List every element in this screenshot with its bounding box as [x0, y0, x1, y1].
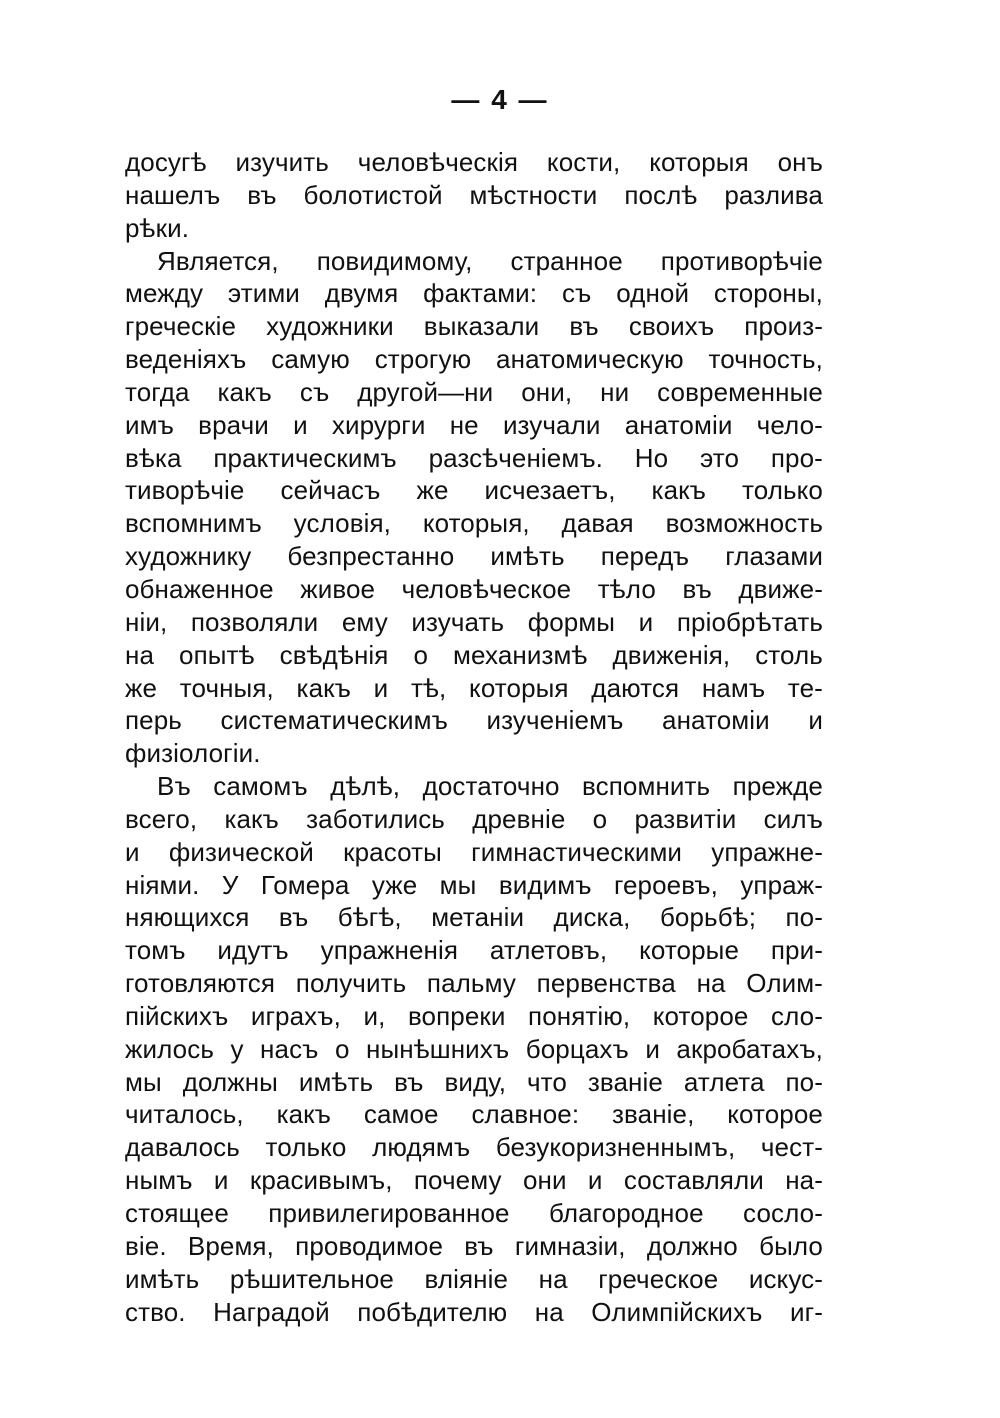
word: ніями.	[125, 869, 200, 900]
word: и	[373, 672, 389, 703]
word: которое	[652, 1000, 749, 1031]
word: играхъ,	[250, 1000, 341, 1031]
word: двумя	[324, 278, 399, 309]
word: бѣгѣ,	[337, 902, 402, 933]
word: болотистой	[303, 179, 443, 210]
text-line	[125, 1164, 823, 1197]
word: съ	[299, 376, 330, 407]
word: точныя,	[179, 672, 274, 703]
word: готовляются	[125, 968, 276, 999]
word: условія,	[293, 508, 391, 539]
word: всего,	[125, 803, 198, 834]
word: имѣть	[490, 541, 565, 572]
word: только	[741, 475, 823, 506]
text-line	[125, 1098, 823, 1131]
word: тѣло	[597, 573, 656, 604]
word: въ	[682, 573, 712, 604]
word: веденіяхъ	[125, 344, 247, 375]
word: движенія,	[612, 639, 731, 670]
word: составляли	[623, 1165, 764, 1196]
word: жилось	[125, 1033, 214, 1064]
word: тогда	[125, 376, 190, 407]
word: изучали	[502, 409, 601, 440]
word: которыя	[649, 147, 749, 177]
word: получить	[295, 968, 407, 999]
word: Въ	[157, 771, 191, 802]
word: давалось	[125, 1132, 240, 1163]
word: только	[265, 1132, 347, 1163]
word: ство.	[125, 1296, 186, 1327]
text-line	[125, 179, 823, 212]
word: віе.	[125, 1230, 167, 1261]
word: мы	[439, 869, 477, 900]
word: ему	[341, 606, 388, 637]
word: про-	[770, 442, 823, 473]
word: Гомера	[260, 869, 350, 900]
word: обнаженное	[125, 573, 274, 604]
text-line	[125, 1131, 823, 1164]
word: У	[221, 869, 239, 900]
word: анатоміи	[624, 409, 733, 440]
word: томъ	[125, 935, 186, 966]
word: было	[759, 1230, 823, 1261]
word: произ-	[744, 311, 823, 342]
word: противорѣчіе	[660, 245, 823, 276]
word: изучать	[411, 606, 505, 637]
word: позволяли	[190, 606, 319, 637]
word: которые	[639, 935, 740, 966]
word: въ	[464, 1230, 494, 1261]
word: мы	[125, 1066, 162, 1097]
word: древніе	[472, 803, 566, 834]
word: изучить	[235, 147, 329, 177]
word: пійскихъ	[125, 1000, 229, 1031]
text-line	[125, 409, 823, 442]
word: разсѣченіемъ.	[428, 442, 604, 473]
word: героевъ,	[613, 869, 718, 900]
word: насъ	[260, 1033, 319, 1064]
word: физической	[168, 836, 314, 867]
word: странное	[510, 245, 623, 276]
word: должно	[646, 1230, 738, 1261]
text-line	[125, 836, 823, 869]
text-line	[125, 540, 823, 573]
text-line	[125, 376, 823, 409]
word: борьбѣ;	[659, 902, 757, 933]
word: побѣдителю	[357, 1296, 508, 1327]
word: они,	[521, 376, 573, 407]
word: другой—ни	[357, 376, 494, 407]
word: имѣть	[125, 1263, 200, 1294]
word: званіе,	[612, 1099, 695, 1130]
text-line	[125, 343, 823, 376]
word: же	[125, 672, 158, 703]
word: этими	[227, 278, 300, 309]
word: те-	[787, 672, 823, 703]
word: столь	[755, 639, 823, 670]
text-line	[125, 967, 823, 1000]
word: самомъ	[213, 771, 308, 802]
word: что	[527, 1066, 567, 1097]
text-line	[125, 934, 823, 967]
word: вопреки	[407, 1000, 506, 1031]
word: которыя	[469, 672, 569, 703]
word: званіе	[587, 1066, 663, 1097]
word: у	[230, 1033, 244, 1064]
word: греческое	[598, 1263, 719, 1294]
word: онъ	[777, 147, 823, 177]
word: идутъ	[217, 935, 289, 966]
word: тѣ,	[410, 672, 447, 703]
text-line	[125, 310, 823, 343]
word: которое	[727, 1099, 823, 1130]
text-line	[125, 1000, 823, 1033]
word: движе-	[738, 573, 823, 604]
word: исчезаетъ,	[484, 475, 616, 506]
word: врачи	[198, 409, 269, 440]
word: пальму	[426, 968, 516, 999]
word: видимъ	[498, 869, 592, 900]
word: имѣть	[298, 1066, 374, 1097]
word: физіологіи.	[125, 738, 261, 769]
word: Но	[634, 442, 669, 473]
word: на	[538, 1263, 568, 1294]
word: нымъ	[125, 1165, 193, 1196]
text-line	[125, 901, 823, 934]
text-line	[125, 146, 823, 179]
word: уже	[371, 869, 418, 900]
word: и	[213, 1165, 229, 1196]
word: и	[808, 705, 823, 736]
word: метаніи	[431, 902, 525, 933]
word: безпрестанно	[287, 541, 455, 572]
word: самую	[271, 344, 350, 375]
word: виду,	[444, 1066, 507, 1097]
word: формы	[527, 606, 616, 637]
word: упраж-	[740, 869, 823, 900]
text-line	[125, 704, 823, 737]
text-line	[125, 474, 823, 507]
word: на	[696, 968, 726, 999]
word: современные	[657, 376, 823, 407]
word: же	[416, 475, 449, 506]
word: благородное	[549, 1198, 704, 1228]
word: упражненія	[320, 935, 459, 966]
word: ни	[600, 376, 630, 407]
text-line	[125, 277, 823, 310]
word: художнику	[125, 541, 252, 572]
word: акробатахъ,	[676, 1033, 823, 1064]
word: точность,	[708, 344, 823, 375]
word: и	[293, 409, 308, 440]
word: они	[522, 1165, 567, 1196]
word: опытѣ	[179, 639, 255, 670]
text-line	[125, 1033, 823, 1066]
word: понятію,	[528, 1000, 631, 1031]
word: по-	[785, 902, 823, 933]
word: разлива	[724, 179, 823, 210]
word: мѣстности	[469, 179, 598, 210]
word: должны	[182, 1066, 278, 1097]
word: вспомнимъ	[125, 508, 262, 539]
word: стороны,	[713, 278, 823, 309]
word: стоящее	[125, 1198, 229, 1228]
word: о	[592, 803, 608, 834]
word: о	[334, 1033, 350, 1064]
word: нынѣшнихъ	[366, 1033, 510, 1064]
word: художники	[266, 311, 394, 342]
word: и	[125, 836, 140, 867]
word: въ	[569, 311, 599, 342]
word: человѣческое	[401, 573, 572, 604]
word: Наградой	[213, 1296, 330, 1327]
word: даются	[591, 672, 680, 703]
word: пріобрѣтать	[676, 606, 823, 637]
word: намъ	[701, 672, 766, 703]
word: силъ	[763, 803, 823, 834]
word: досугѣ	[125, 147, 207, 177]
word: по-	[785, 1066, 823, 1097]
word: Время,	[187, 1230, 274, 1261]
word: славное:	[471, 1099, 580, 1130]
word: при-	[770, 935, 823, 966]
word: строгую	[374, 344, 472, 375]
word: атлетовъ,	[489, 935, 608, 966]
word: прежде	[732, 771, 823, 802]
text-line	[125, 245, 823, 278]
word: няющихся	[125, 902, 250, 933]
word: Олимпійскихъ	[591, 1296, 763, 1327]
word: первенства	[536, 968, 676, 999]
word: гимназіи,	[514, 1230, 626, 1261]
text-line	[125, 606, 823, 639]
word: рѣшительное	[229, 1263, 394, 1294]
body-text	[125, 146, 823, 1328]
word: диска,	[553, 902, 631, 933]
word: искус-	[748, 1263, 823, 1294]
word: почему	[413, 1165, 502, 1196]
word: передъ	[600, 541, 690, 572]
text-line	[125, 1296, 823, 1329]
word: практическимъ	[213, 442, 397, 473]
word: дѣлѣ,	[330, 771, 401, 802]
word: какъ	[276, 1099, 332, 1130]
word: выказали	[423, 311, 540, 342]
word: борцахъ	[525, 1033, 629, 1064]
word: систематическимъ	[220, 705, 448, 736]
word: какъ	[224, 803, 279, 834]
word: человѣческія	[357, 147, 519, 177]
word: имъ	[125, 409, 174, 440]
word: въ	[394, 1066, 424, 1097]
text-line	[125, 672, 823, 705]
word: послѣ	[624, 179, 698, 210]
word: между	[125, 278, 204, 309]
text-line	[125, 737, 823, 770]
word: самое	[363, 1099, 439, 1130]
word: возможность	[665, 508, 823, 539]
page-number: — 4 —	[451, 84, 549, 115]
word: чест-	[760, 1132, 823, 1163]
word: механизмѣ	[453, 639, 588, 670]
word: живое	[300, 573, 376, 604]
word: анатоміи	[662, 705, 770, 736]
word: проводимое	[295, 1230, 444, 1261]
word: тиворѣчіе	[125, 475, 245, 506]
text-line	[125, 212, 823, 245]
word: греческіе	[125, 311, 237, 342]
word: какъ	[217, 376, 272, 407]
word: достаточно	[422, 771, 560, 802]
word: изученіемъ	[486, 705, 624, 736]
word: въ	[247, 179, 277, 210]
word: чело-	[756, 409, 823, 440]
word: хирурги	[331, 409, 426, 440]
word: это	[700, 442, 740, 473]
text-line	[125, 869, 823, 902]
word: и	[587, 1165, 603, 1196]
text-line	[125, 573, 823, 606]
word: рѣки.	[125, 212, 190, 243]
word: и,	[363, 1000, 386, 1031]
text-line	[125, 1066, 823, 1099]
word: и	[638, 606, 654, 637]
word: вліяніе	[424, 1263, 509, 1294]
word: съ	[561, 278, 592, 309]
word: повидимому,	[316, 245, 473, 276]
word: нашелъ	[125, 179, 221, 210]
word: развитіи	[634, 803, 737, 834]
word: атлета	[683, 1066, 765, 1097]
word: на-	[785, 1165, 823, 1196]
word: привилегированное	[268, 1198, 510, 1228]
text-line	[125, 1197, 823, 1230]
word: сейчасъ	[280, 475, 381, 506]
word: фактами:	[423, 278, 538, 309]
text-line	[125, 803, 823, 836]
text-line	[125, 770, 823, 803]
text-line	[125, 1263, 823, 1296]
word: на	[534, 1296, 564, 1327]
word: какъ	[651, 475, 706, 506]
word: въ	[278, 902, 309, 933]
word: сосло-	[743, 1198, 823, 1228]
word: людямъ	[372, 1132, 471, 1163]
word: безукоризненнымъ,	[495, 1132, 736, 1163]
word: упражне-	[711, 836, 823, 867]
word: не	[449, 409, 479, 440]
word: о	[413, 639, 429, 670]
word: вспомнить	[582, 771, 711, 802]
word: Олим-	[746, 968, 823, 999]
word: красивымъ,	[249, 1165, 393, 1196]
word: Является,	[157, 245, 279, 276]
word: глазами	[725, 541, 823, 572]
word: одной	[616, 278, 690, 309]
word: перь	[125, 705, 182, 736]
word: какъ	[296, 672, 351, 703]
text-line	[125, 1230, 823, 1263]
word: читалось,	[125, 1099, 244, 1130]
word: заботились	[306, 803, 445, 834]
word: вѣка	[125, 442, 182, 473]
word: сло-	[770, 1000, 823, 1031]
word: на	[125, 639, 155, 670]
word: свѣдѣнія	[279, 639, 389, 670]
text-line	[125, 507, 823, 540]
text-line	[125, 639, 823, 672]
word: красоты	[343, 836, 442, 867]
word: кости,	[546, 147, 621, 177]
word: давая	[561, 508, 634, 539]
word: анатомическую	[496, 344, 684, 375]
word: и	[645, 1033, 660, 1064]
word: иг-	[790, 1296, 823, 1327]
word: своихъ	[628, 311, 715, 342]
word: гимнастическими	[471, 836, 683, 867]
text-line	[125, 442, 823, 475]
word: которыя,	[422, 508, 530, 539]
word: ніи,	[125, 606, 168, 637]
